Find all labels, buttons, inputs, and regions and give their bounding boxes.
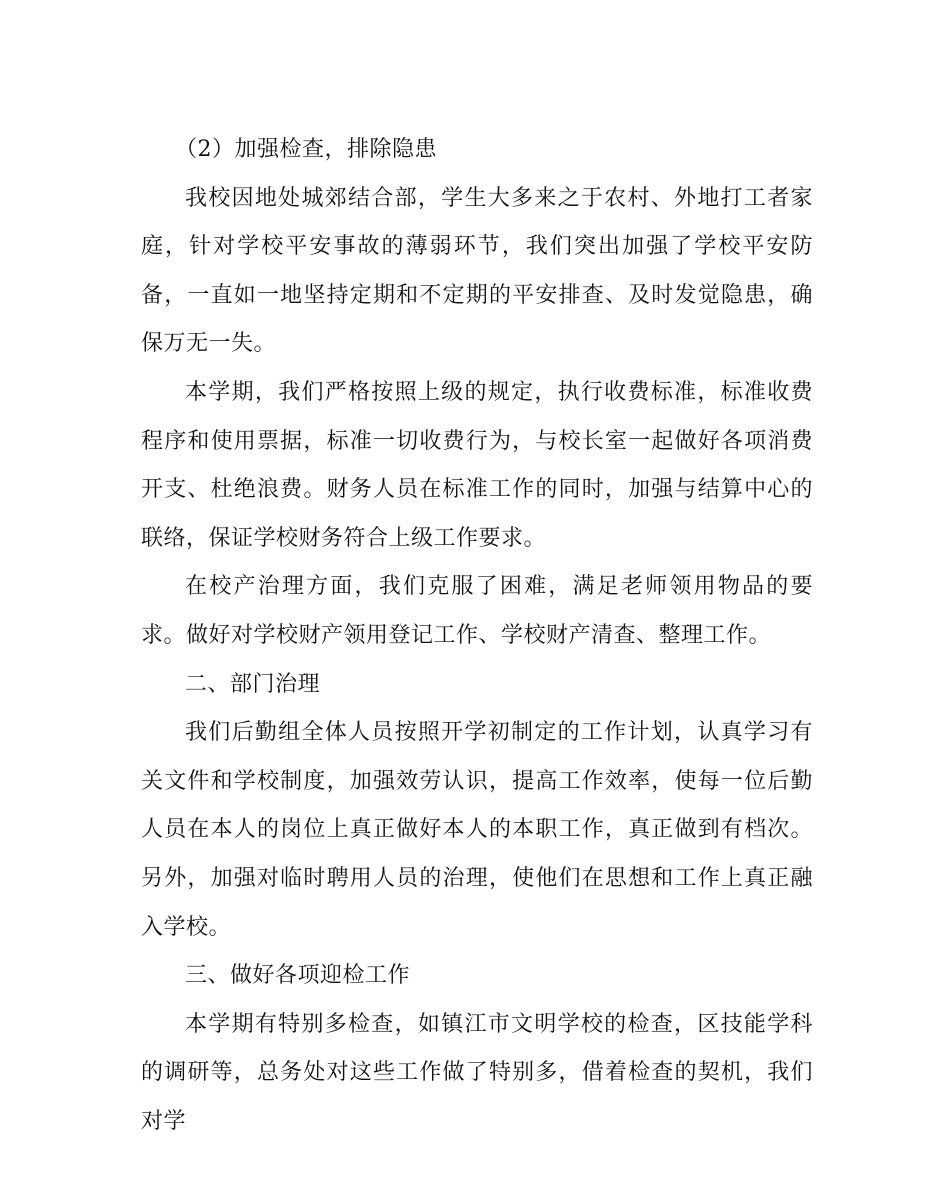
paragraph-inspections: 本学期有特别多检查，如镇江市文明学校的检查，区技能学科的调研等，总务处对这些工作做了特别多，借着检查的契机，我们对学 [141, 1011, 813, 1134]
paragraph-property: 在校产治理方面，我们克服了困难，满足老师领用物品的要求。做好对学校财产领用登记工作、学校财产清查、整理工作。 [141, 574, 813, 648]
document-body [141, 126, 813, 1146]
paragraph-safety: 我校因地处城郊结合部，学生大多来之于农村、外地打工者家庭，针对学校平安事故的薄弱环节，我们突出加强了学校平安防备，一直如一地坚持定期和不定期的平安排查、及时发觉隐患，确保万无一失。 [141, 185, 813, 357]
section-heading-inspections: 三、做好各项迎检工作 [185, 963, 411, 989]
section-heading-inspection: （2）加强检查，排除隐患 [175, 137, 437, 162]
section-heading-department: 二、部门治理 [185, 671, 321, 697]
paragraph-finance: 本学期，我们严格按照上级的规定，执行收费标准，标准收费程序和使用票据，标准一切收费行为，与校长室一起做好各项消费开支、杜绝浪费。财务人员在标准工作的同时，加强与结算中心的联络，保证学校财务符合上级工作要求。 [141, 379, 813, 551]
paragraph-staff: 我们后勤组全体人员按照开学初制定的工作计划，认真学习有关文件和学校制度，加强效劳认识，提高工作效率，使每一位后勤人员在本人的岗位上真正做好本人的本职工作，真正做到有档次。另外，加强对临时聘用人员的治理，使他们在思想和工作上真正融入学校。 [141, 720, 813, 940]
